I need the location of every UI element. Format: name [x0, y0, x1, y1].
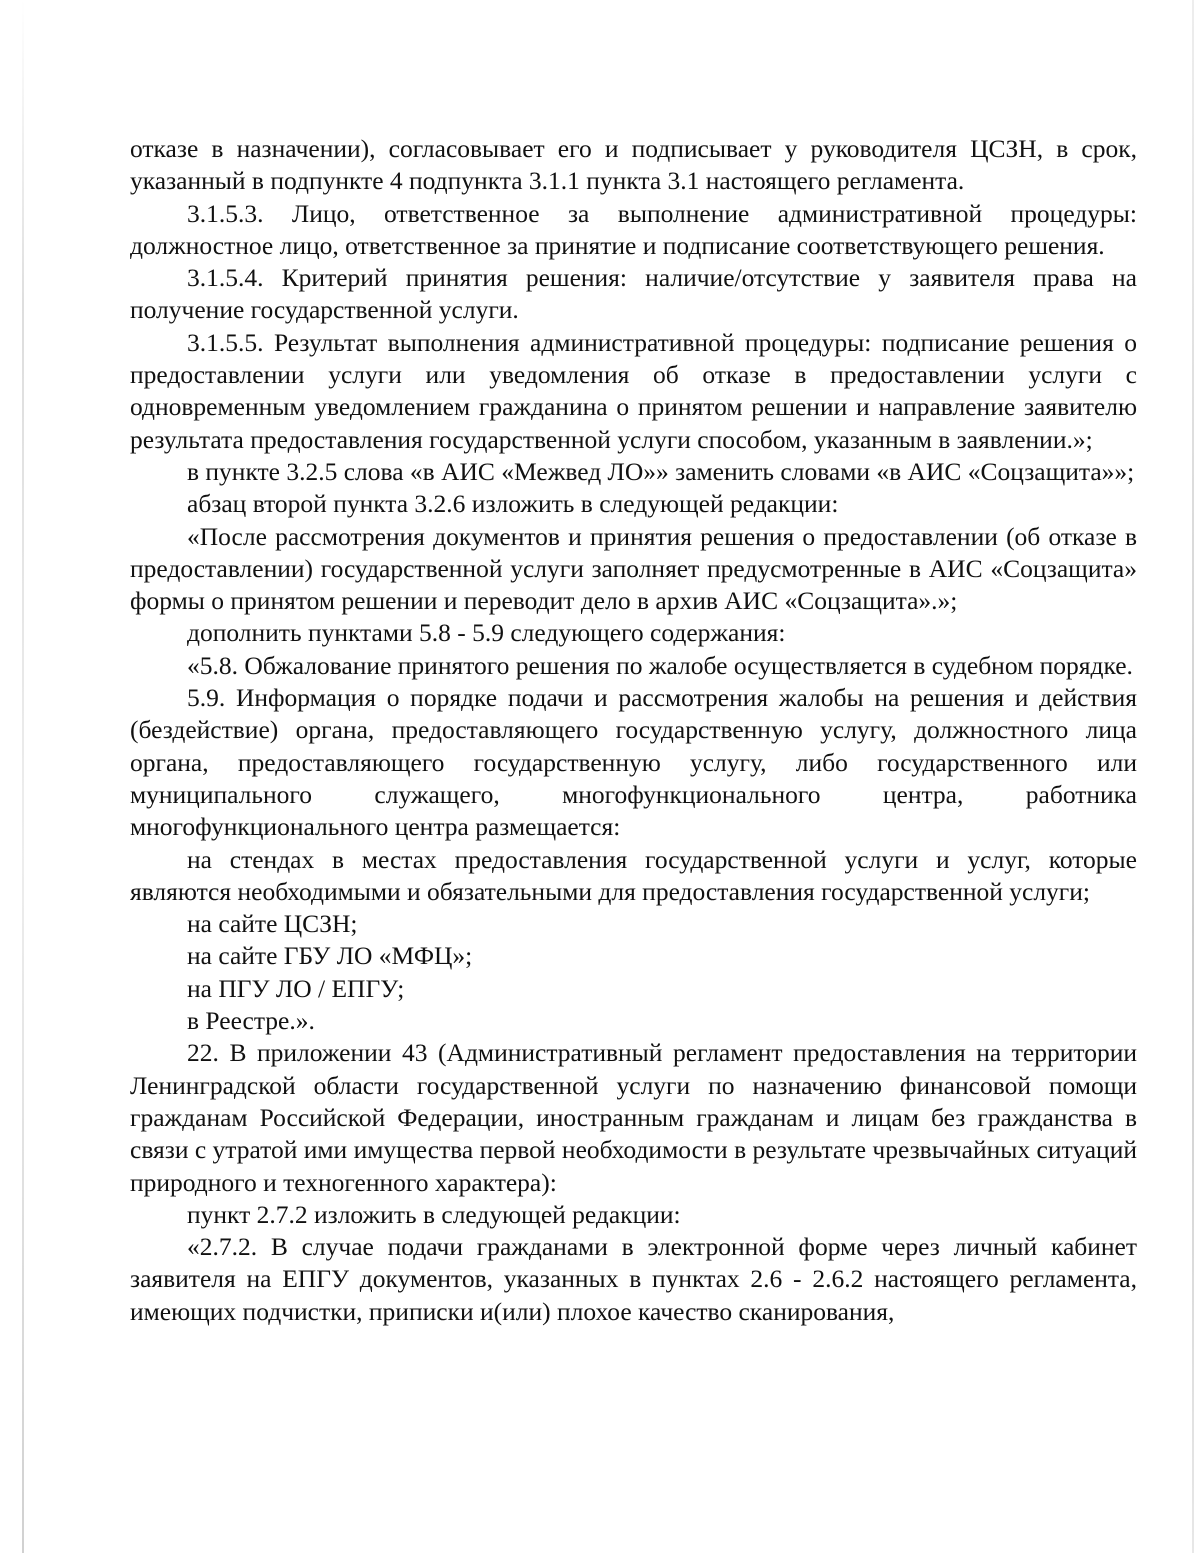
paragraph-3-2-5-amendment: в пункте 3.2.5 слова «в АИС «Межвед ЛО»» заменить словами «в АИС «Соцзащита»»; [187, 456, 1135, 486]
scan-edge-right [1192, 0, 1194, 1553]
paragraph-3-2-6-intro: абзац второй пункта 3.2.6 изложить в следующей редакции: [187, 489, 839, 519]
paragraph-3-1-5-3: 3.1.5.3. Лицо, ответственное за выполнение административной процедуры: должностное лицо, ответственное за принятие и подписание соответствующего решения. [130, 198, 1137, 260]
paragraph-2-7-2-intro: пункт 2.7.2 изложить в следующей редакции: [187, 1199, 681, 1229]
paragraph-continuation: отказе в назначении), согласовывает его и подписывает у руководителя ЦСЗН, в срок, указанный в подпункте 4 подпункта 3.1.1 пункта 3.1 настоящего регламента. [130, 134, 1137, 196]
scan-edge-left [22, 0, 24, 1553]
list-item-mfc-site: на сайте ГБУ ЛО «МФЦ»; [187, 941, 473, 971]
paragraph-5-9: 5.9. Информация о порядке подачи и рассмотрения жалобы на решения и действия (бездействие) органа, предоставляющего государственную услугу, должностного лица органа, предоставляющего государственную услугу, либо государственного или муниципального служащего, многофункционального центра, работника многофункционального центра размещается: [130, 683, 1137, 842]
list-item-stands: на стендах в местах предоставления государственной услуги и услуг, которые являются необходимыми и обязательными для предоставления государственной услуги; [130, 844, 1137, 906]
paragraph-22: 22. В приложении 43 (Административный регламент предоставления на территории Ленинградской области государственной услуги по назначению финансовой помощи гражданам Российской Федерации, иностранным гражданам и лицам без гражданства в связи с утратой ими имущества первой необходимости в результате чрезвычайных ситуаций природного и техногенного характера): [130, 1038, 1137, 1197]
list-item-registry: в Реестре.». [187, 1006, 315, 1036]
list-item-pgu: на ПГУ ЛО / ЕПГУ; [187, 973, 405, 1003]
paragraph-3-1-5-5: 3.1.5.5. Результат выполнения административной процедуры: подписание решения о предоставлении услуги или уведомления об отказе в предоставлении услуги с одновременным уведомлением гражданина о принятом решении и направление заявителю результата предоставления государственной услуги способом, указанным в заявлении.»; [130, 327, 1137, 454]
document-body [130, 133, 1137, 1328]
paragraph-3-1-5-4: 3.1.5.4. Критерий принятия решения: наличие/отсутствие у заявителя права на получение государственной услуги. [130, 263, 1137, 325]
paragraph-2-7-2-text: «2.7.2. В случае подачи гражданами в электронной форме через личный кабинет заявителя на ЕПГУ документов, указанных в пунктах 2.6 - 2.6.2 настоящего регламента, имеющих подчистки, приписки и(или) плохое качество сканирования, [130, 1232, 1137, 1326]
paragraph-5-8-5-9-intro: дополнить пунктами 5.8 - 5.9 следующего содержания: [187, 618, 786, 648]
list-item-cszn-site: на сайте ЦСЗН; [187, 909, 358, 939]
paragraph-3-2-6-text: «После рассмотрения документов и принятия решения о предоставлении (об отказе в предоставлении) государственной услуги заполняет предусмотренные в АИС «Соцзащита» формы о принятом решении и переводит дело в архив АИС «Соцзащита».»; [130, 521, 1137, 616]
paragraph-5-8: «5.8. Обжалование принятого решения по жалобе осуществляется в судебном порядке. [187, 650, 1133, 680]
